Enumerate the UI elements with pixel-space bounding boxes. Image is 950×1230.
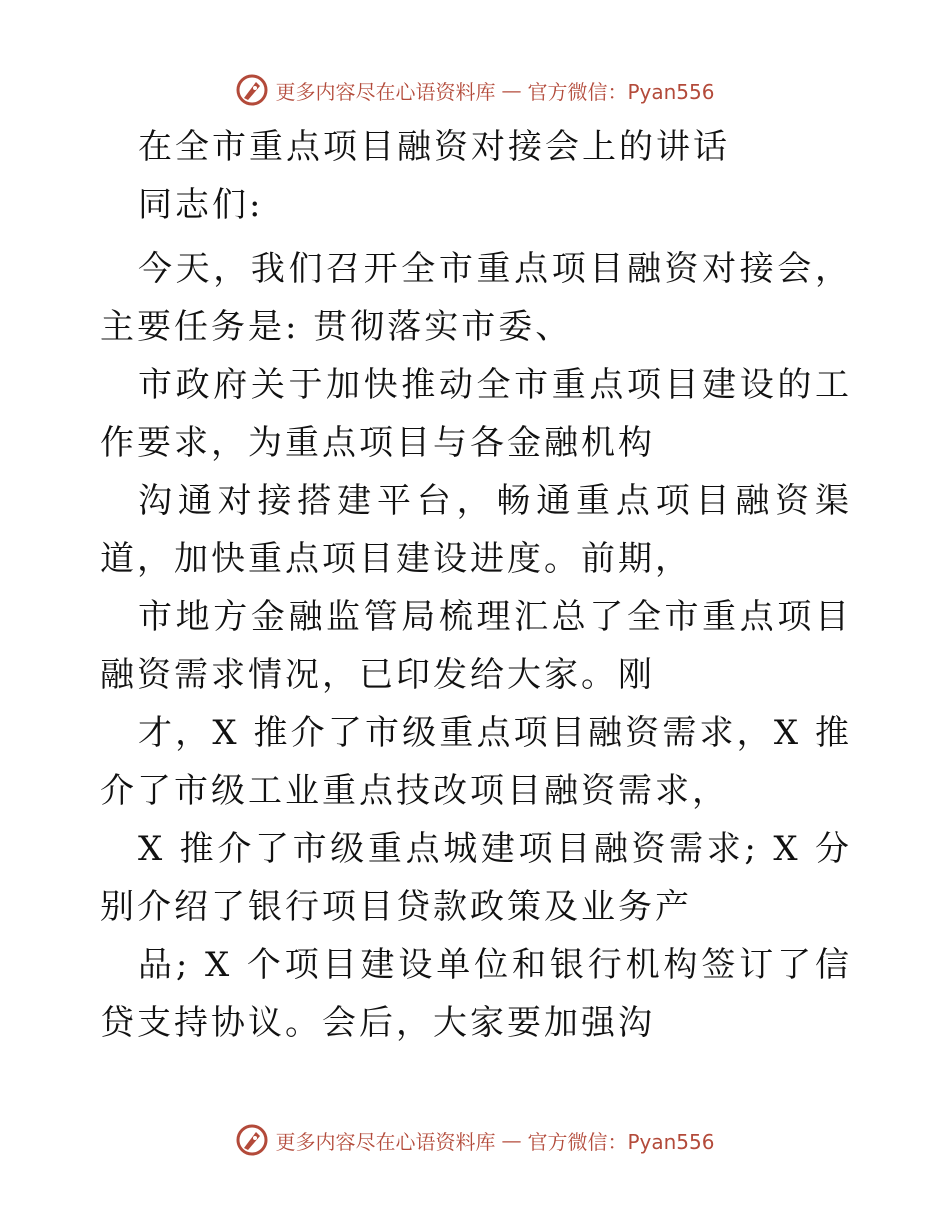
body-paragraph: 品; X 个项目建设单位和银行机构签订了信贷支持协议。会后，大家要加强沟 [100,945,852,1043]
watermark-text: 更多内容尽在心语资料库 [275,1129,496,1154]
watermark-wechat: 官方微信：Pyan556 [527,1129,715,1154]
watermark-text: 更多内容尽在心语资料库 [275,79,496,104]
body-paragraph: X 推介了市级重点城建项目融资需求; X 分别介绍了银行项目贷款政策及业务产 [100,829,852,927]
pen-nib-logo-icon [235,1123,269,1157]
watermark-separator: — [501,1128,522,1152]
body-paragraph: 市地方金融监管局梳理汇总了全市重点项目融资需求情况，已印发给大家。刚 [100,597,852,695]
watermark-wechat: 官方微信：Pyan556 [527,79,715,104]
body-paragraph: 才，X 推介了市级重点项目融资需求，X 推介了市级工业重点技改项目融资需求， [100,713,852,811]
body-paragraph: 今天，我们召开全市重点项目融资对接会，主要任务是: 贯彻落实市委、 [100,249,852,347]
body-paragraph: 市政府关于加快推动全市重点项目建设的工作要求，为重点项目与各金融机构 [100,365,852,463]
watermark-footer [0,1120,950,1160]
watermark-separator: — [501,78,522,102]
watermark-header [0,70,950,110]
body-paragraph: 沟通对接搭建平台，畅通重点项目融资渠道，加快重点项目建设进度。前期， [100,481,852,579]
document-title: 在全市重点项目融资对接会上的讲话 [138,127,730,167]
document-body [100,240,852,1052]
pen-nib-logo-icon [235,73,269,107]
document-greeting: 同志们: [138,185,264,225]
